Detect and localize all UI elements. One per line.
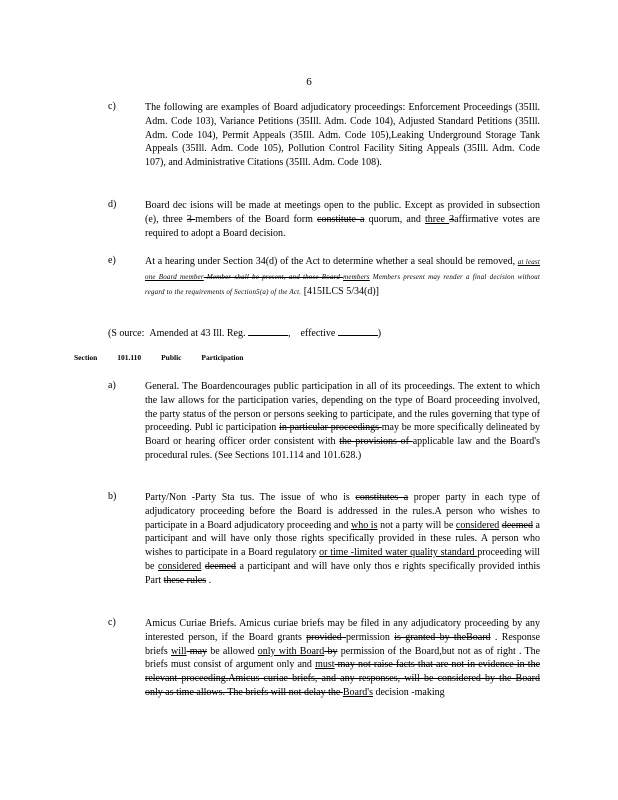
paragraph-body: The following are examples of Board adjudicatory proceedings: Enforcement Proceedings (35Ill. Adm. Code 103), Variance Petitions (35Ill. Adm. Code 104), Adjusted Standard Petitions (35Ill. Adm. Code 104), Permit Appeals (35Ill. Adm. Code 105),Leaking Underground Storage Tank Appeals (35Ill. Adm. Code 105), Pollution Control Facility Siting Appeals (35Ill. Adm. Code 107), and Administrative Citations (35Ill. Adm. Code 108).: [145, 102, 540, 169]
text-run: Members present may render a final decision without regard to the requirements of Section5(a) of the Act.: [145, 272, 540, 296]
text-run: .: [206, 574, 212, 586]
section-title-1: Public: [161, 353, 182, 362]
paragraph-b-party-status: [108, 491, 540, 588]
inserted-text: considered: [455, 519, 500, 531]
struck-text: Member shall be present, and those Board: [203, 272, 344, 281]
text-run: Party/Non -Party Sta tus. The issue of who is: [145, 492, 356, 503]
text-run: Board dec isions will be made at meetings open to the public. Except as provided in subsection (e), three: [145, 200, 540, 225]
text-run: applicable law and the Board's procedural rules. (See Sections 101.114 and 101.628.): [145, 436, 540, 461]
source-suffix: ): [377, 328, 382, 339]
paragraph-body: [145, 255, 540, 299]
source-effective: effective: [300, 328, 336, 339]
paragraph-label: e): [108, 255, 116, 266]
struck-text: provided: [306, 631, 347, 643]
struck-text: may not raise facts that are not in evidence in the relevant proceeding.Amicus curiae briefs, and any responses, will be considered by the Board only as time allows. The briefs will not delay the: [145, 659, 541, 698]
inserted-text: at least one Board member: [145, 258, 540, 281]
source-amended: Amended at 43 Ill. Reg.: [149, 328, 246, 339]
inserted-text: considered: [157, 560, 202, 572]
section-number: 101.110: [117, 353, 142, 362]
paragraph-e-seal-hearing: [108, 255, 540, 299]
text-run: proper party in each type of adjudicatory proceeding before the Board is addressed in the rules.A person who wishes to participate in a Board adjudicatory proceeding and: [145, 492, 540, 531]
struck-text: constitutes a: [355, 492, 409, 503]
paragraph-label: d): [108, 199, 117, 210]
paragraph-d-decisions: [108, 199, 540, 240]
inserted-text: Board's: [342, 686, 373, 698]
text-run: a participant and will have only thos e rights specifically provided inthis Part: [145, 560, 540, 586]
text-run: permission: [346, 631, 395, 643]
text-run: General. The Boardencourages public participation in all of its proceedings. The extent to which the law allows for the participation varies, depending on the type of Board proceeding involved, the party status of the person or persons seeking to participate, and the rules governing that type of proceeding. Publ ic participation: [145, 381, 540, 434]
struck-text: may: [186, 645, 208, 657]
page-number: 6: [306, 76, 312, 88]
text-run: a participant and will have only those rights specifically provided in these rules. A person who wishes to participate in a Board regulatory: [145, 519, 540, 559]
blank-line: [338, 326, 378, 336]
section-heading: [74, 353, 261, 362]
text-run: be allowed: [207, 645, 258, 657]
inserted-text: must: [315, 659, 335, 671]
section-title-2: Participation: [201, 353, 244, 362]
struck-text: deemed: [501, 519, 533, 531]
inserted-text: only with Board: [257, 645, 325, 657]
text-run: not a party will be: [377, 519, 456, 531]
paragraph-label: c): [108, 101, 116, 112]
paragraph-body: [145, 491, 540, 588]
paragraph-label: a): [108, 380, 116, 391]
struck-text: constitute a: [317, 213, 365, 225]
struck-text: the provisions of: [339, 436, 413, 448]
struck-text: in particular proceedings: [279, 422, 382, 434]
paragraph-a-general: [108, 380, 540, 463]
struck-text: 3-: [186, 213, 196, 225]
struck-text: 3: [449, 213, 455, 225]
text-run: Amicus Curiae Briefs. Amicus curiae briefs may be filed in any adjudicatory proceeding by any interested person, if the Board grants: [145, 618, 540, 643]
text-run: affirmative votes are required to adopt a Board decision.: [145, 213, 540, 239]
inserted-text: who is: [350, 519, 378, 531]
section-word: Section: [74, 353, 98, 362]
inserted-text: or time -limited water quality standard: [319, 547, 478, 559]
struck-text: by: [324, 645, 338, 657]
paragraph-c-examples: [108, 101, 540, 170]
struck-text: is granted by theBoard: [394, 631, 491, 643]
inserted-text: will: [171, 645, 187, 657]
paragraph-c-amicus: [108, 617, 540, 700]
text-run: may be more specifically delineated by Board or hearing officer order consistent with: [145, 422, 540, 448]
paragraph-label: c): [108, 617, 116, 628]
paragraph-body: [145, 380, 540, 463]
paragraph-body: [145, 617, 540, 700]
paragraph-body: [145, 199, 540, 240]
source-note: (S ource: Amended at 43 Ill. Reg. , effective ): [108, 328, 382, 339]
struck-text: deemed: [204, 560, 236, 572]
text-run: proceeding will be: [145, 547, 541, 572]
inserted-text: three: [424, 213, 450, 225]
paragraph-label: b): [108, 491, 117, 502]
struck-text: these rules: [163, 574, 207, 586]
text-run: decision -making: [372, 686, 445, 698]
text-run: permission of the Board,but not as of right . The briefs must consist of argument only and: [145, 645, 541, 671]
text-run: At a hearing under Section 34(d) of the Act to determine whether a seal should be removed,: [145, 256, 518, 267]
inserted-text: members: [343, 272, 370, 281]
source-prefix: (S ource:: [108, 328, 145, 339]
text-run: members of the Board form: [195, 213, 318, 225]
text-run: quorum, and: [364, 213, 425, 225]
blank-line: [248, 326, 288, 336]
citation: [415ILCS 5/34(d)]: [301, 285, 379, 297]
text-run: . Response briefs: [145, 631, 541, 657]
